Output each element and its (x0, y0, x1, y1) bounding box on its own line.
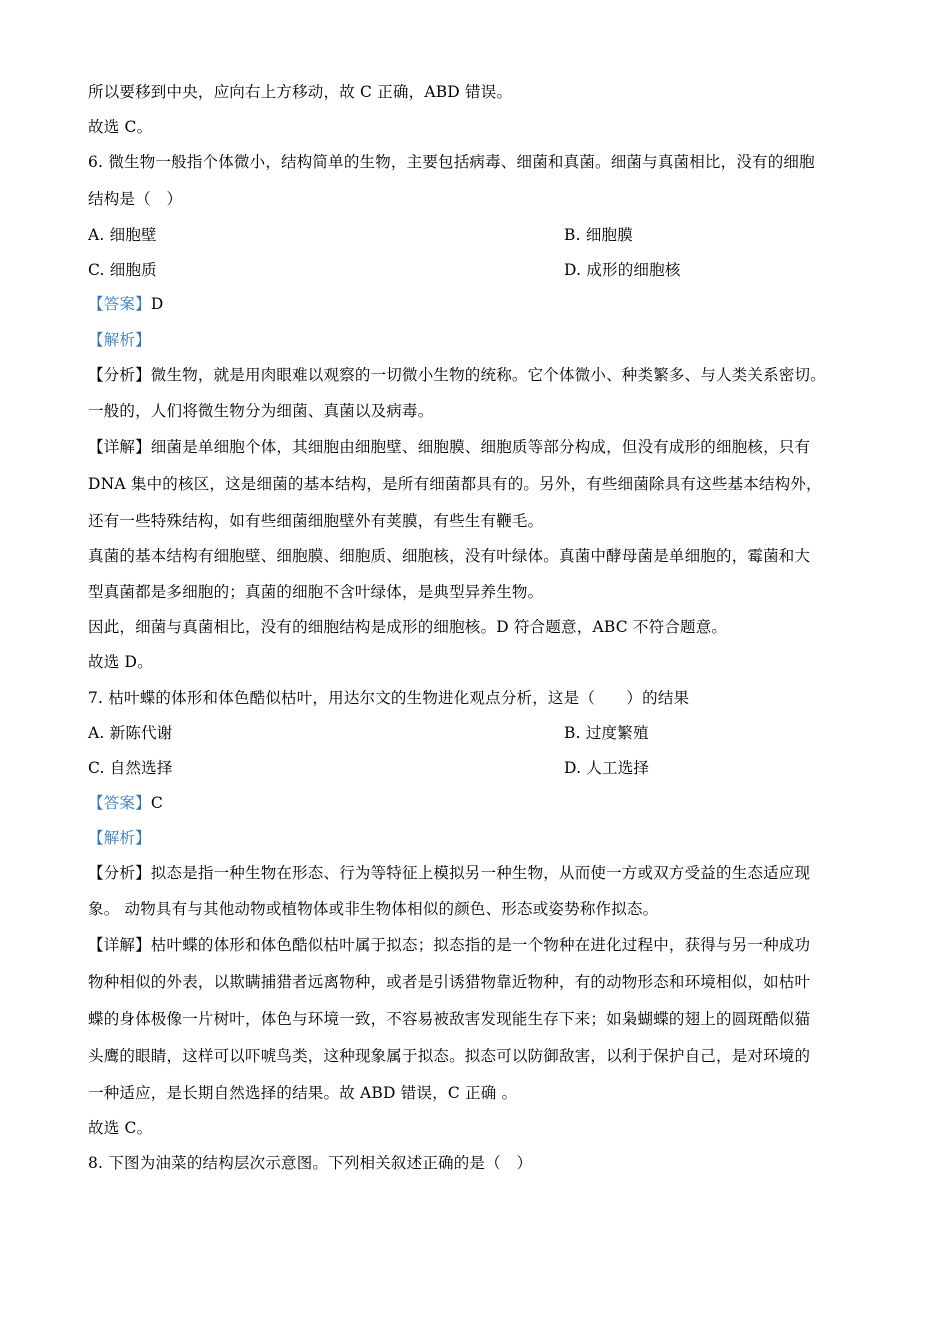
text-line: 象。 动物具有与其他动物或植物体或非生物体相似的颜色、形态或姿势称作拟态。 (88, 900, 659, 918)
option-b: B. 过度繁殖 (564, 724, 649, 742)
text-line: 故选 C。 (88, 118, 153, 136)
text-line: 故选 D。 (88, 653, 153, 671)
answer-line (88, 793, 163, 813)
option-b: B. 细胞膜 (564, 226, 633, 244)
analysis-tag: 【解析】 (88, 331, 151, 349)
text-line: 所以要移到中央，应向右上方移动，故 C 正确，ABD 错误。 (88, 83, 513, 101)
option-c: C. 自然选择 (88, 759, 173, 777)
text-line: 头鹰的眼睛，这样可以吓唬鸟类，这种现象属于拟态。拟态可以防御敌害，以利于保护自己，是对环境的 (88, 1047, 811, 1065)
option-row (88, 723, 649, 743)
text-line: 蝶的身体极像一片树叶，体色与环境一致，不容易被敌害发现能生存下来；如枭蝴蝶的翅上的圆斑酷似猫 (88, 1010, 811, 1028)
option-row (88, 758, 650, 778)
text-line: 型真菌都是多细胞的；真菌的细胞不含叶绿体，是典型异养生物。 (88, 583, 544, 601)
text-line: 一般的，人们将微生物分为细菌、真菌以及病毒。 (88, 402, 434, 420)
text-line: 【详解】枯叶蝶的体形和体色酷似枯叶属于拟态；拟态指的是一个物种在进化过程中，获得与另一种成功 (88, 936, 811, 954)
text-line: 一种适应，是长期自然选择的结果。故 ABD 错误，C 正确 。 (88, 1084, 518, 1102)
analysis-tag: 【解析】 (88, 829, 151, 847)
option-row (88, 225, 633, 245)
answer-value: D (150, 295, 164, 313)
text-line: 【分析】拟态是指一种生物在形态、行为等特征上模拟另一种生物，从而使一方或双方受益的生态适应现 (88, 864, 811, 882)
analysis-line (88, 330, 151, 350)
text-line: 【详解】细菌是单细胞个体，其细胞由细胞壁、细胞膜、细胞质等部分构成，但没有成形的细胞核，只有 (88, 438, 811, 456)
text-line: 因此，细菌与真菌相比，没有的细胞结构是成形的细胞核。D 符合题意，ABC 不符合题意。 (88, 618, 728, 636)
question-6-stem: 结构是（ ） (88, 190, 183, 208)
text-line: 还有一些特殊结构，如有些细菌细胞壁外有荚膜，有些生有鞭毛。 (88, 512, 544, 530)
option-d: D. 人工选择 (564, 759, 650, 777)
text-line: 物种相似的外表，以欺瞒捕猎者远离物种，或者是引诱猎物靠近物种，有的动物形态和环境相似，如枯叶 (88, 973, 811, 991)
option-d: D. 成形的细胞核 (564, 261, 681, 279)
analysis-line (88, 828, 151, 848)
answer-tag: 【答案】 (88, 295, 151, 313)
question-6-stem: 6. 微生物一般指个体微小，结构简单的生物，主要包括病毒、细菌和真菌。细菌与真菌相比，没有的细胞 (88, 153, 815, 171)
text-line: DNA 集中的核区，这是细菌的基本结构，是所有细菌都具有的。另外，有些细菌除具有这些基本结构外， (88, 475, 822, 493)
option-c: C. 细胞质 (88, 261, 157, 279)
question-7-stem: 7. 枯叶蝶的体形和体色酷似枯叶，用达尔文的生物进化观点分析，这是（ ）的结果 (88, 689, 690, 707)
answer-line (88, 294, 163, 314)
answer-value: C (150, 794, 163, 812)
option-a: A. 细胞壁 (88, 226, 157, 244)
text-line: 故选 C。 (88, 1119, 153, 1137)
answer-tag: 【答案】 (88, 794, 151, 812)
text-line: 【分析】微生物，就是用肉眼难以观察的一切微小生物的统称。它个体微小、种类繁多、与人类关系密切。 (88, 366, 826, 384)
text-line: 真菌的基本结构有细胞壁、细胞膜、细胞质、细胞核，没有叶绿体。真菌中酵母菌是单细胞的，霉菌和大 (88, 547, 811, 565)
option-a: A. 新陈代谢 (88, 724, 173, 742)
option-row (88, 260, 681, 280)
question-8-stem: 8. 下图为油菜的结构层次示意图。下列相关叙述正确的是（ ） (88, 1154, 533, 1172)
